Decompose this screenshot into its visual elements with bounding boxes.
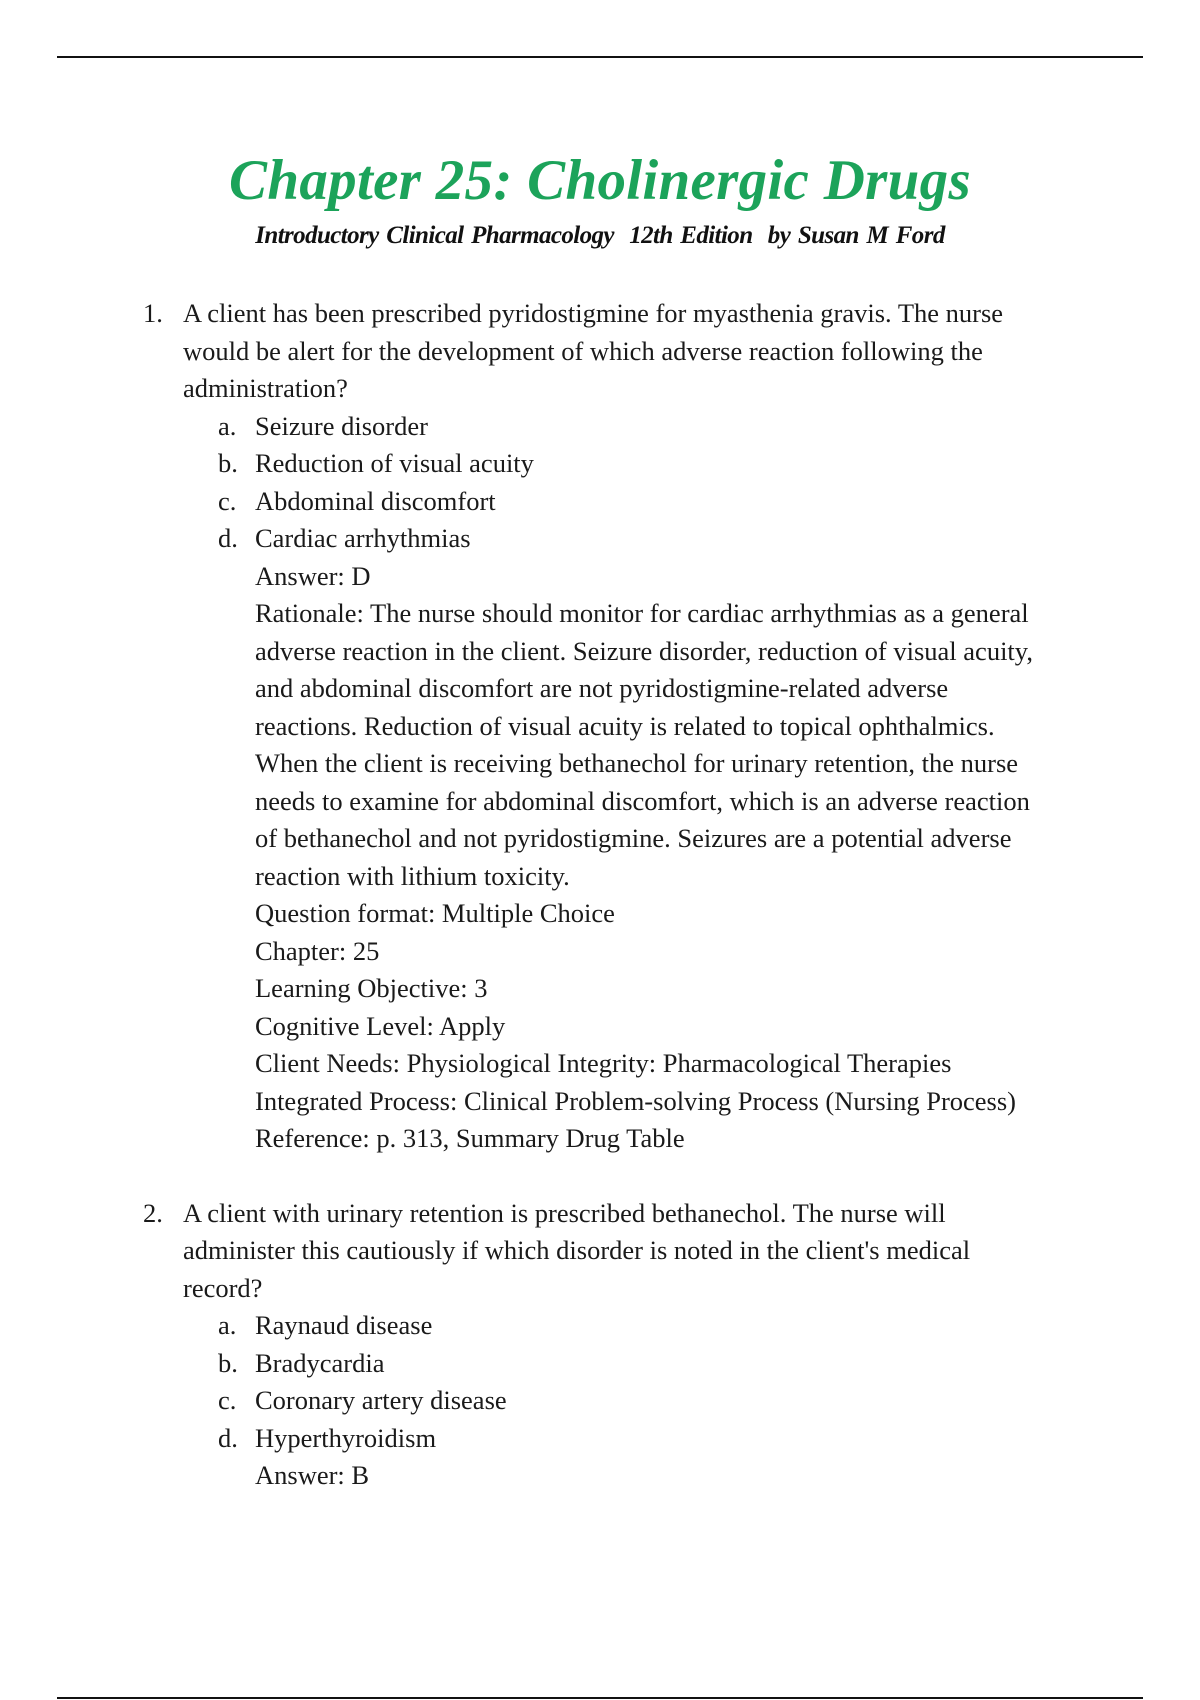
question-text: A client with urinary retention is prescribed bethanechol. The nurse will administer this cautiously if which disorder is noted in the client's medical record? bbox=[183, 1197, 971, 1303]
chapter: Chapter: 25 bbox=[255, 935, 380, 966]
question-number: 2. bbox=[143, 1197, 163, 1228]
option-letter: b. bbox=[218, 1347, 238, 1378]
question-list bbox=[0, 295, 1200, 1495]
book-subtitle: Introductory Clinical Pharmacology 12th Edition by Susan M Ford bbox=[255, 222, 945, 249]
option-text: Cardiac arrhythmias bbox=[255, 523, 471, 553]
learning-objective: Learning Objective: 3 bbox=[255, 973, 488, 1003]
question-number: 1. bbox=[143, 298, 163, 328]
option-b bbox=[183, 1345, 1053, 1383]
answer-details bbox=[183, 558, 1053, 1158]
option-text: Abdominal discomfort bbox=[255, 485, 496, 516]
option-c bbox=[183, 483, 1053, 521]
option-letter: d. bbox=[218, 1422, 238, 1453]
cognitive-level: Cognitive Level: Apply bbox=[255, 1010, 506, 1041]
option-text: Coronary artery disease bbox=[255, 1385, 507, 1415]
option-text: Hyperthyroidism bbox=[255, 1422, 437, 1453]
option-a bbox=[183, 1307, 1053, 1345]
page-title: Chapter 25: Cholinergic Drugs bbox=[229, 149, 971, 212]
top-rule bbox=[57, 56, 1143, 58]
answer-options bbox=[183, 408, 1053, 558]
answer-options bbox=[183, 1307, 1053, 1457]
option-c bbox=[183, 1382, 1053, 1420]
question-2 bbox=[143, 1195, 1053, 1495]
rationale: Rationale: The nurse should monitor for cardiac arrhythmias as a general adverse reaction in the client. Seizure disorder, reduction of visual acuity, and abdominal discomfort are not pyridostigmine-related adverse reactions. Reduction of visual acuity is related to topical ophthalmics. When the client is receiving bethanechol for urinary retention, the nurse needs to examine for abdominal discomfort, which is an adverse reaction of bethanechol and not pyridostigmine. Seizures are a potential adverse reaction with lithium toxicity. bbox=[255, 598, 1033, 891]
option-text: Reduction of visual acuity bbox=[255, 448, 534, 478]
option-a bbox=[183, 408, 1053, 446]
option-d bbox=[183, 1420, 1053, 1458]
option-letter: c. bbox=[218, 485, 237, 516]
bottom-rule bbox=[57, 1697, 1143, 1699]
answer: Answer: B bbox=[255, 1460, 370, 1490]
option-text: Bradycardia bbox=[255, 1347, 385, 1378]
option-b bbox=[183, 445, 1053, 483]
option-d bbox=[183, 520, 1053, 558]
option-letter: d. bbox=[218, 523, 238, 553]
question-text: A client has been prescribed pyridostigmine for myasthenia gravis. The nurse would be alert for the development of which adverse reaction following the administration? bbox=[183, 298, 1004, 403]
answer-details bbox=[183, 1457, 1053, 1495]
answer: Answer: D bbox=[255, 560, 371, 591]
question-1 bbox=[143, 295, 1053, 1158]
process-reference: Integrated Process: Clinical Problem-solving Process (Nursing Process) Reference: p. 313, Summary Drug Table bbox=[255, 1085, 1017, 1153]
option-letter: b. bbox=[218, 448, 238, 478]
option-letter: a. bbox=[218, 1310, 237, 1340]
option-letter: a. bbox=[218, 410, 237, 441]
question-format: Question format: Multiple Choice bbox=[255, 898, 615, 928]
client-needs: Client Needs: Physiological Integrity: Pharmacological Therapies bbox=[255, 1048, 952, 1078]
option-text: Raynaud disease bbox=[255, 1310, 433, 1340]
option-letter: c. bbox=[218, 1385, 237, 1415]
option-text: Seizure disorder bbox=[255, 410, 428, 441]
